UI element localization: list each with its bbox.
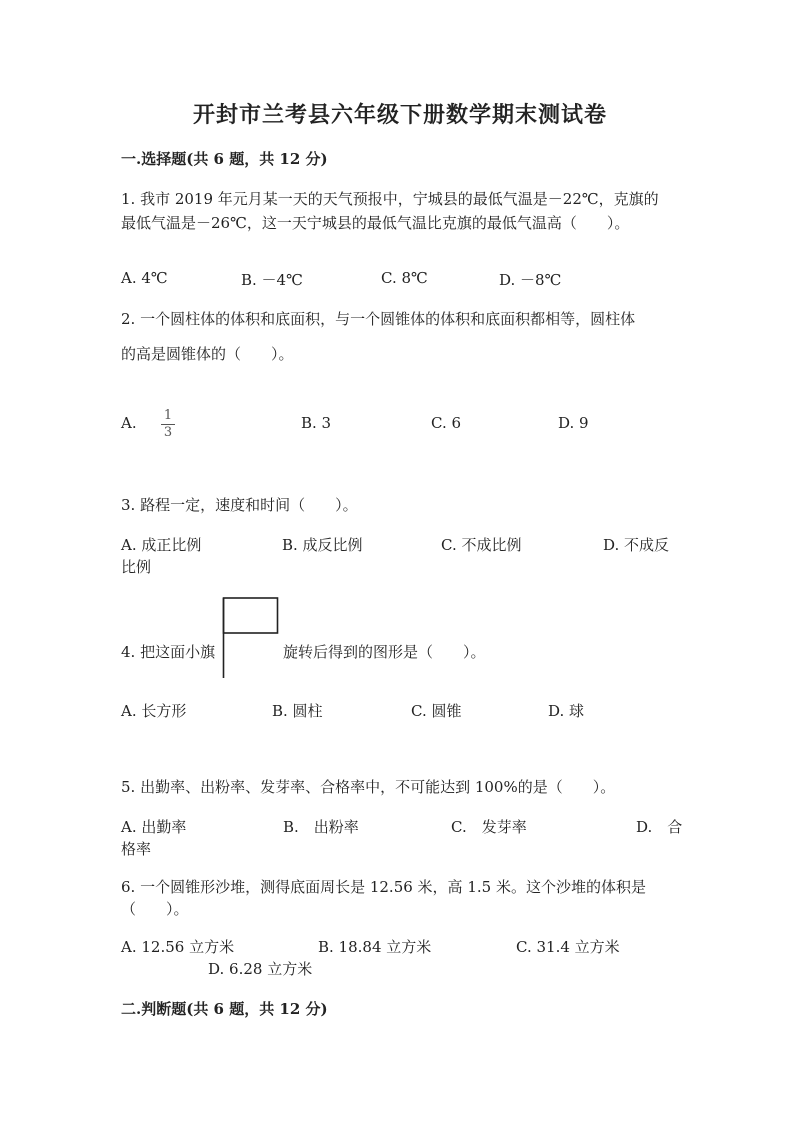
q1-option-a: A. 4℃ (121, 269, 168, 287)
q6-option-b: B. 18.84 立方米 (318, 938, 432, 956)
q5-option-c: C. 发芽率 (451, 818, 527, 836)
question-6-line-2: （ ）。 (121, 900, 189, 918)
q2-option-c: C. 6 (431, 414, 462, 432)
page-title: 开封市兰考县六年级下册数学期末测试卷 (192, 102, 607, 128)
q3-option-d: D. 不成反 (603, 536, 670, 554)
q3-option-a: A. 成正比例 (121, 536, 202, 554)
question-4-suffix: 旋转后得到的图形是（ ）。 (283, 643, 486, 661)
question-6-line-1: 6. 一个圆锥形沙堆，测得底面周长是 12.56 米，高 1.5 米。这个沙堆的体积是 (121, 878, 646, 896)
question-3-line-1: 3. 路程一定，速度和时间（ ）。 (121, 496, 358, 514)
q2-option-b: B. 3 (301, 414, 332, 432)
question-1-line-1: 1. 我市 2019 年元月某一天的天气预报中，宁城县的最低气温是－22℃，克旗的 (121, 190, 659, 208)
section-heading-judgment: 二.判断题(共 6 题，共 12 分) (121, 1000, 328, 1018)
q2-option-d: D. 9 (558, 414, 589, 432)
flag-figure (220, 597, 280, 679)
q4-option-c: C. 圆锥 (411, 702, 462, 720)
q4-option-d: D. 球 (548, 702, 585, 720)
q6-option-a: A. 12.56 立方米 (121, 938, 235, 956)
q6-option-d: D. 6.28 立方米 (208, 960, 313, 978)
section-heading-choice: 一.选择题(共 6 题，共 12 分) (121, 150, 328, 168)
q5-option-d: D. 合 (636, 818, 683, 836)
question-2-line-2: 的高是圆锥体的（ ）。 (121, 345, 294, 363)
q6-option-c: C. 31.4 立方米 (516, 938, 620, 956)
q1-option-c: C. 8℃ (381, 269, 428, 287)
q1-option-d: D. －8℃ (499, 271, 562, 289)
q5-option-a: A. 出勤率 (121, 818, 187, 836)
q3-option-d-continued: 比例 (121, 558, 152, 576)
q2-option-a: A. (121, 414, 137, 432)
q3-option-b: B. 成反比例 (282, 536, 363, 554)
question-5-line-1: 5. 出勤率、出粉率、发芽率、合格率中，不可能达到 100%的是（ ）。 (121, 778, 616, 796)
q5-option-d-continued: 格率 (121, 840, 152, 858)
q1-option-b: B. －4℃ (241, 271, 303, 289)
q4-option-b: B. 圆柱 (272, 702, 323, 720)
q3-option-c: C. 不成比例 (441, 536, 522, 554)
question-2-line-1: 2. 一个圆柱体的体积和底面积，与一个圆锥体的体积和底面积都相等，圆柱体 (121, 310, 636, 328)
q2-option-a-fraction (161, 409, 175, 440)
question-4-prefix: 4. 把这面小旗 (121, 643, 216, 661)
fraction-denominator: 3 (163, 425, 173, 440)
q4-option-a: A. 长方形 (121, 702, 187, 720)
q5-option-b: B. 出粉率 (283, 818, 359, 836)
fraction-numerator: 1 (163, 408, 173, 423)
question-1-line-2: 最低气温是－26℃，这一天宁城县的最低气温比克旗的最低气温高（ ）。 (121, 214, 630, 232)
